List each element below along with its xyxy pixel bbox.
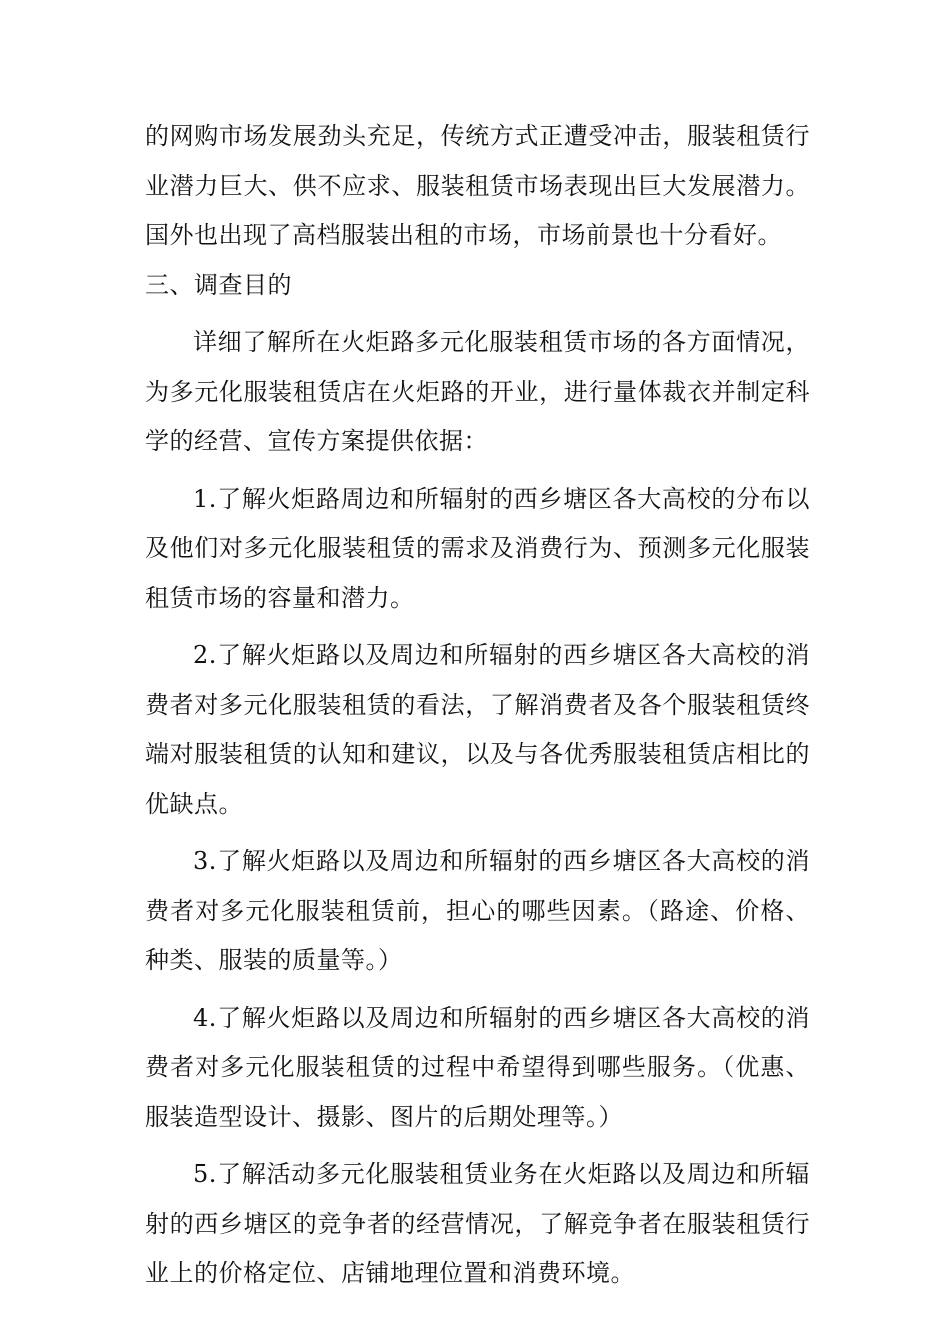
list-item-5: 5.了解活动多元化服装租赁业务在火炬路以及周边和所辐射的西乡塘区的竞争者的经营情况，了解竞争者在服装租赁行业上的价格定位、店铺地理位置和消费环境。 (145, 1160, 810, 1287)
list-item-4: 4.了解火炬路以及周边和所辐射的西乡塘区各大高校的消费者对多元化服装租赁的过程中希望得到哪些服务。（优惠、服装造型设计、摄影、图片的后期处理等。） (145, 1003, 810, 1131)
document-body (145, 112, 810, 1299)
intro-paragraph: 的网购市场发展劲头充足，传统方式正遭受冲击，服装租赁行业潜力巨大、供不应求、服装租赁市场表现出巨大发展潜力。国外也出现了高档服装出租的市场，市场前景也十分看好。 (145, 122, 810, 249)
purpose-paragraph: 详细了解所在火炬路多元化服装租赁市场的各方面情况，为多元化服装租赁店在火炬路的开业，进行量体裁衣并制定科学的经营、宣传方案提供依据： (145, 328, 810, 455)
list-item-1: 1.了解火炬路周边和所辐射的西乡塘区各大高校的分布以及他们对多元化服装租赁的需求及消费行为、预测多元化服装租赁市场的容量和潜力。 (145, 484, 810, 612)
list-item-2: 2.了解火炬路以及周边和所辐射的西乡塘区各大高校的消费者对多元化服装租赁的看法，了解消费者及各个服装租赁终端对服装租赁的认知和建议，以及与各优秀服装租赁店相比的优缺点。 (145, 641, 810, 818)
list-item-3: 3.了解火炬路以及周边和所辐射的西乡塘区各大高校的消费者对多元化服装租赁前，担心的哪些因素。（路途、价格、种类、服装的质量等。） (145, 847, 810, 974)
section-heading: 三、调查目的 (145, 270, 292, 299)
